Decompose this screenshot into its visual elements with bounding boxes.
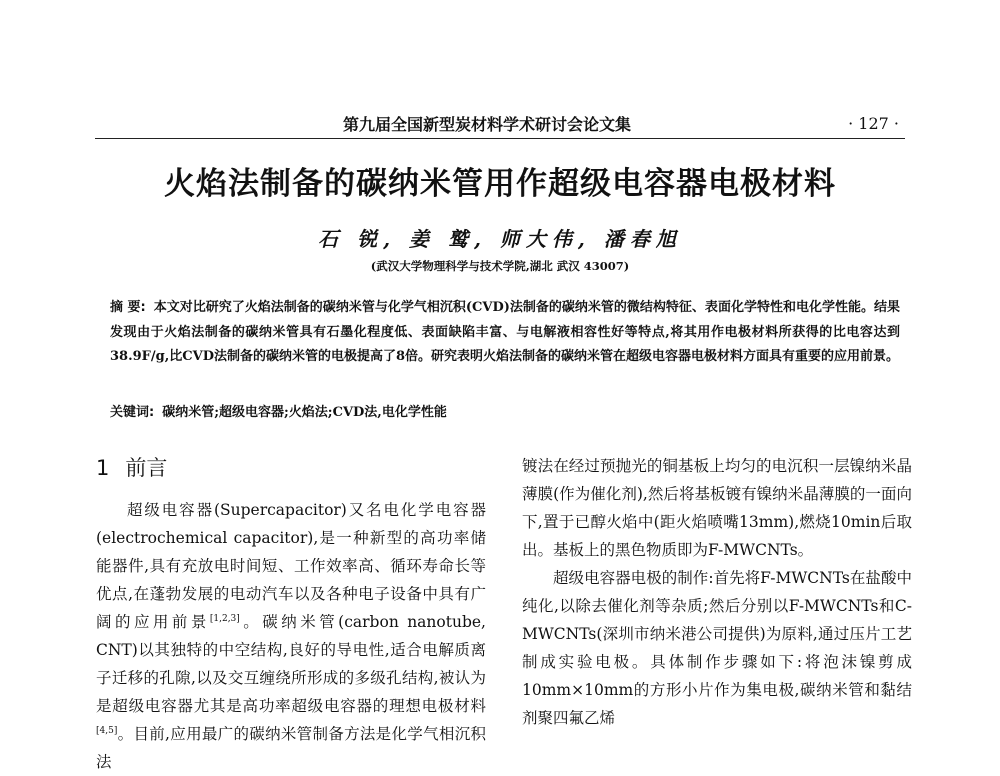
running-header [95,110,905,139]
intro-text-part3: 。目前,应用最广的碳纳米管制备方法是化学气相沉积法 [96,725,486,771]
section-title: 前言 [125,456,168,480]
abstract [110,296,900,370]
abstract-label: 摘 要: [110,300,146,315]
keywords-text: 碳纳米管;超级电容器;火焰法;CVD法,电化学性能 [162,405,447,420]
intro-text-part1: 超级电容器(Supercapacitor)又名电化学电容器(electrochemical capacitor),是一种新型的高功率储能器件,具有充放电时间短、工作效率高、循环寿命长等优点,在蓬勃发展的电动汽车以及各种电子设备中具有广阔的应用前景 [96,501,486,631]
left-column [96,496,486,776]
abstract-text: 本文对比研究了火焰法制备的碳纳米管与化学气相沉积(CVD)法制备的碳纳米管的微结构特征、表面化学特性和电化学性能。结果发现由于火焰法制备的碳纳米管具有石墨化程度低、表面缺陷丰富、与电解液相容性好等特点,将其用作电极材料所获得的比电容达到38.9F/g,比CVD法制备的碳纳米管的电极提高了8倍。研究表明火焰法制备的碳纳米管在超级电容器电极材料方面具有重要的应用前景。 [110,300,900,364]
electrode-paragraph: 超级电容器电极的制作:首先将F-MWCNTs在盐酸中纯化,以除去催化剂等杂质;然后分别以F-MWCNTs和C-MWCNTs(深圳市纳米港公司提供)为原料,通过压片工艺制成实验电极。具体制作步骤如下:将泡沫镍剪成10mm×10mm的方形小片作为集电极,碳纳米管和黏结剂聚四氟乙烯 [522,569,912,727]
keywords-label: 关键词: [110,405,155,420]
running-title: 第九届全国新型炭材料学术研讨会论文集 [343,115,632,134]
paper-title: 火焰法制备的碳纳米管用作超级电容器电极材料 [164,166,836,202]
intro-text-part2: 。碳纳米管(carbon nanotube, CNT)以其独特的中空结构,良好的导电性,适合电解质离子迁移的孔隙,以及交互缠绕所形成的多级孔结构,被认为是超级电容器尤其是高功率超级电容器的理想电极材料 [96,613,486,715]
affiliation: (武汉大学物理科学与技术学院,湖北 武汉 43007) [370,259,630,273]
authors: 石 锐, 姜 鹫, 师大伟, 潘春旭 [318,227,682,251]
citation: [1,2,3] [209,613,240,624]
section-heading-introduction [96,452,167,482]
right-column [522,452,912,732]
page-number: · 127 · [848,114,899,133]
method-paragraph-continued: 镀法在经过预抛光的铜基板上均匀的电沉积一层镍纳米晶薄膜(作为催化剂),然后将基板镀有镍纳米晶薄膜的一面向下,置于已醇火焰中(距火焰喷嘴13mm),燃烧10min后取出。基板上的黑色物质即为F-MWCNTs。 [522,457,912,559]
citation: [4,5] [96,725,118,736]
section-number: 1 [96,456,110,480]
intro-paragraph [96,496,486,776]
keywords [110,401,900,425]
